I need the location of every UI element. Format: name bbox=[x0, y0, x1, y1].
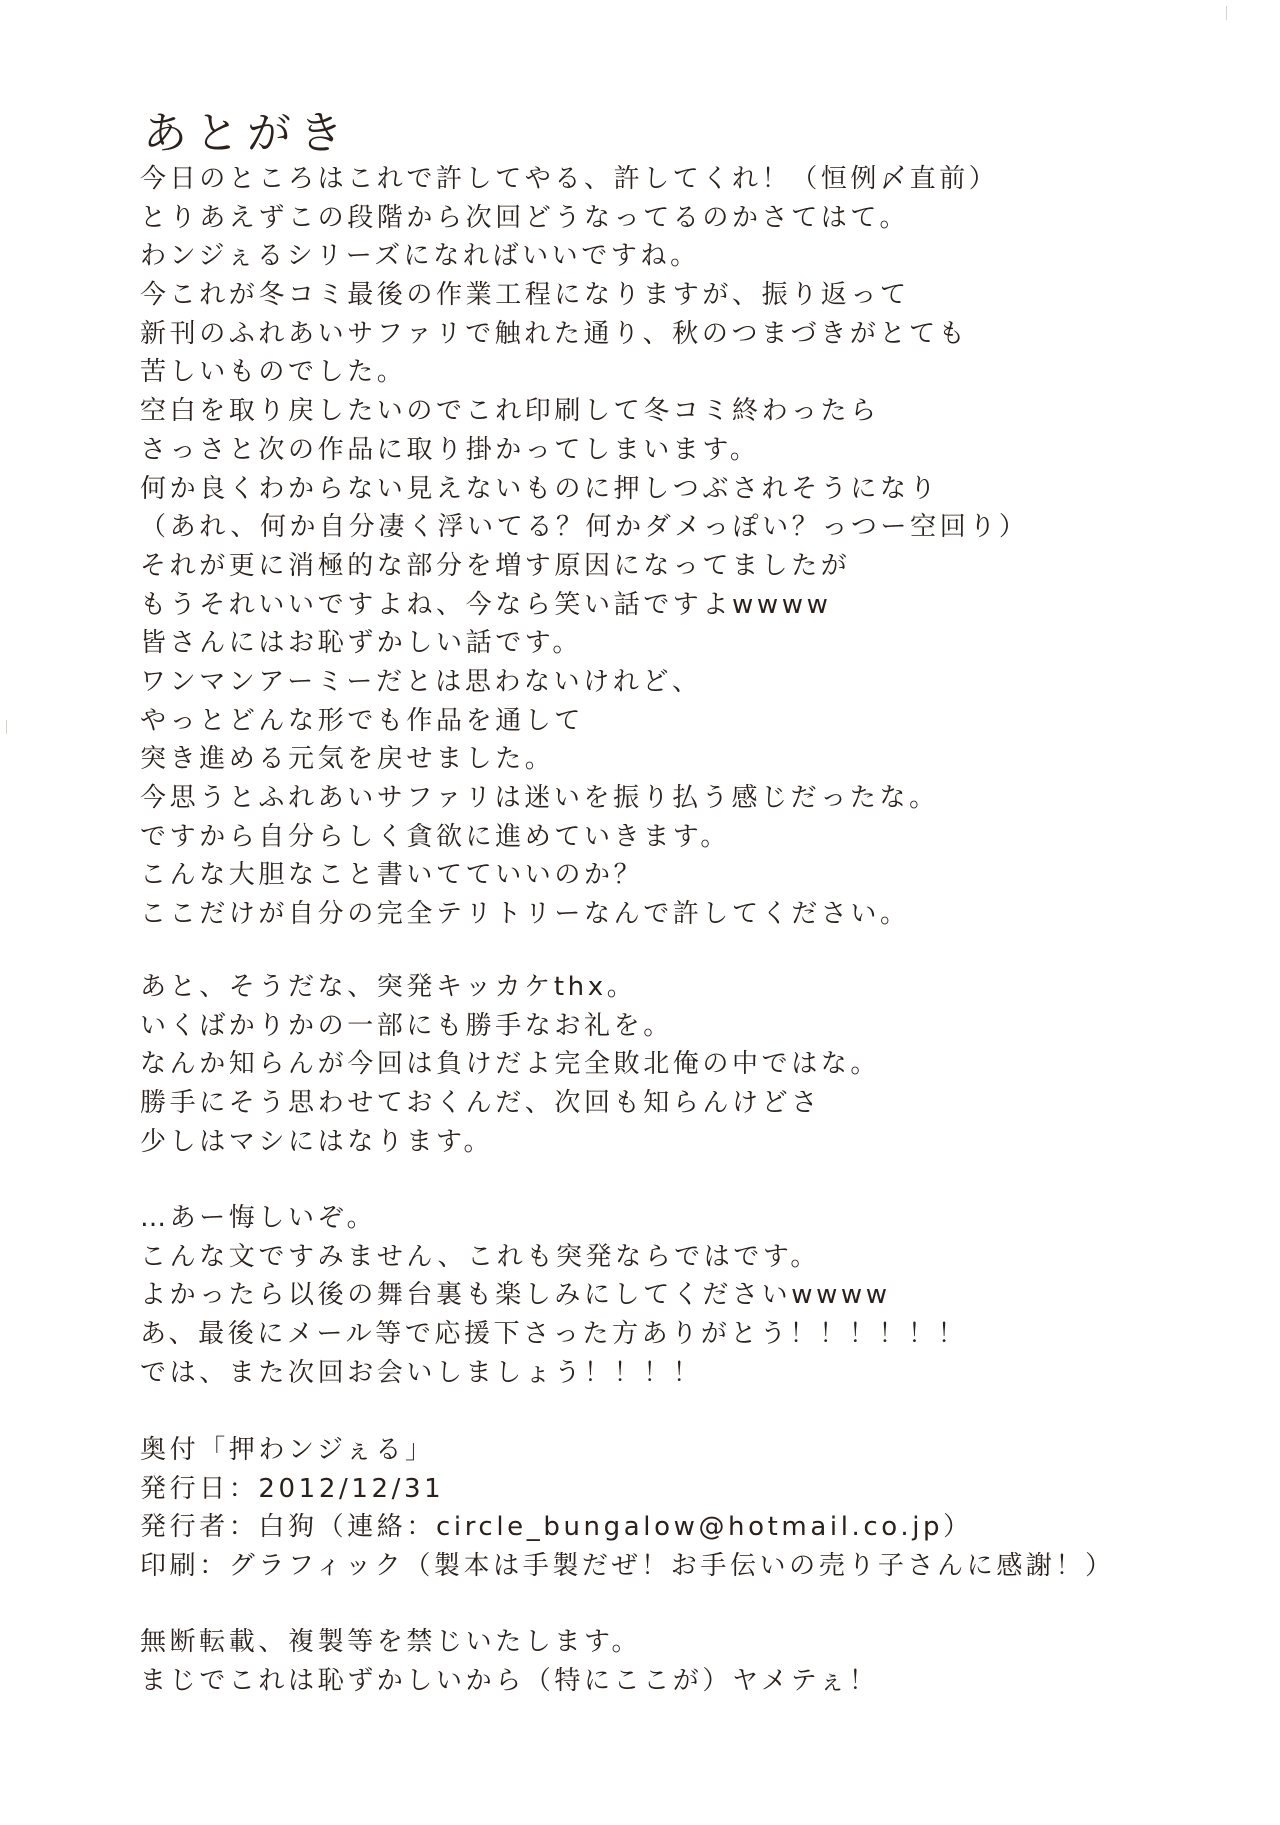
text-line: さっさと次の作品に取り掛かってしまいます。 bbox=[140, 434, 760, 465]
text-line: 今これが冬コミ最後の作業工程になりますが、振り返って bbox=[140, 280, 910, 311]
text-line: 皆さんにはお恥ずかしい話です。 bbox=[140, 628, 582, 659]
text-line: やっとどんな形でも作品を通して bbox=[140, 705, 585, 736]
text-line: あと、そうだな、突発キッカケthx。 bbox=[140, 972, 637, 1002]
text-line: 無断転載、複製等を禁じいたします。 bbox=[140, 1627, 642, 1657]
edge-mark bbox=[6, 720, 7, 734]
text-line: とりあえずこの段階から次回どうなってるのかさてはて。 bbox=[140, 202, 910, 233]
text-line: 新刊のふれあいサファリで触れた通り、秋のつまづきがとても bbox=[140, 318, 969, 349]
text-line: 空白を取り戻したいのでこれ印刷して冬コミ終わったら bbox=[140, 396, 880, 427]
thanks-paragraph bbox=[140, 968, 880, 1161]
printer-info: 印刷：グラフィック（製本は手製だぜ！お手伝いの売り子さんに感謝！） bbox=[140, 1551, 1115, 1582]
text-line: まじでこれは恥ずかしいから（特にここが）ヤメテぇ！ bbox=[140, 1665, 879, 1696]
text-line: 少しはマシにはなります。 bbox=[140, 1126, 494, 1157]
text-line: もうそれいいですよね、今なら笑い話ですよwwww bbox=[140, 589, 832, 620]
publisher-contact: 発行者：白狗（連絡：circle_bungalow@hotmail.co.jp） bbox=[140, 1512, 973, 1543]
edge-mark bbox=[1226, 6, 1227, 20]
text-line: ここだけが自分の完全テリトリーなんで許してください。 bbox=[140, 899, 910, 930]
text-line: なんか知らんが今回は負けだよ完全敗北俺の中ではな。 bbox=[140, 1049, 881, 1080]
text-line: わンジぇるシリーズになればいいですね。 bbox=[140, 241, 700, 272]
text-line: では、また次回お会いしましょう！！！！ bbox=[140, 1357, 703, 1388]
text-line: いくばかりかの一部にも勝手なお礼を。 bbox=[140, 1010, 673, 1041]
text-line: ワンマンアーミーだとは思わないけれど、 bbox=[140, 666, 702, 697]
text-line: …あー悔しいぞ。 bbox=[140, 1203, 377, 1233]
closing-paragraph bbox=[140, 1199, 967, 1392]
text-line: それが更に消極的な部分を増す原因になってましたが bbox=[140, 550, 851, 581]
colophon bbox=[140, 1431, 1115, 1586]
text-line: 何か良くわからない見えないものに押しつぶされそうになり bbox=[140, 473, 940, 504]
text-line: こんな文ですみません、これも突発ならではです。 bbox=[140, 1241, 821, 1272]
text-line: 苦しいものでした。 bbox=[140, 357, 407, 388]
text-line: あ、最後にメール等で応援下さった方ありがとう！！！！！！ bbox=[140, 1319, 968, 1350]
text-line: 今思うとふれあいサファリは迷いを振り払う感じだったな。 bbox=[140, 783, 939, 813]
afterword-title: あとがき bbox=[143, 108, 351, 159]
text-line: 突き進める元気を戻せました。 bbox=[140, 744, 555, 775]
text-line: よかったら以後の舞台裏も楽しみにしてくださいwwww bbox=[140, 1280, 891, 1311]
afterword-body bbox=[140, 160, 1029, 934]
text-line: ですから自分らしく貪欲に進めていきます。 bbox=[140, 821, 730, 852]
text-line: 勝手にそう思わせておくんだ、次回も知らんけどさ bbox=[140, 1088, 821, 1119]
text-line: こんな大胆なこと書いてていいのか？ bbox=[140, 860, 644, 891]
colophon-title: 奥付「押わンジぇる」 bbox=[140, 1435, 435, 1465]
copyright-notice bbox=[140, 1623, 878, 1700]
publish-date: 発行日：2012/12/31 bbox=[140, 1473, 445, 1504]
text-line: 今日のところはこれで許してやる、許してくれ！（恒例〆直前） bbox=[140, 164, 999, 194]
text-line: （あれ、何か自分凄く浮いてる？何かダメっぽい？っつー空回り） bbox=[140, 512, 1029, 543]
